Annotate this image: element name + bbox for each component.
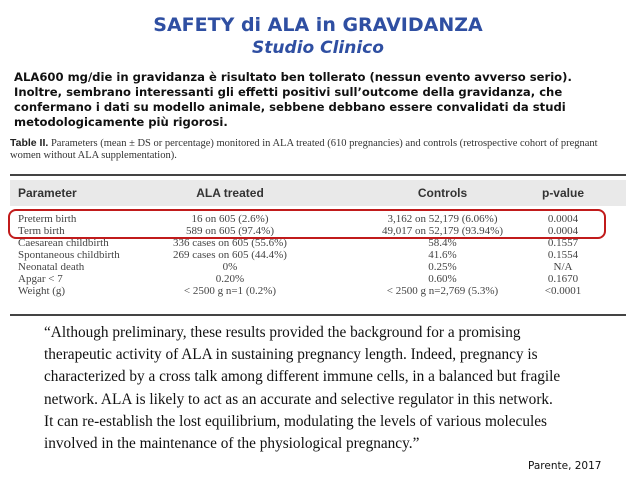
table-cell: 0.0004 [547,225,579,237]
slide-title-line1: SAFETY di ALA in GRAVIDANZA [153,14,483,36]
table-cell: 49,017 on 52,179 (93.94%) [382,225,503,237]
table-cell: 0.25% [428,261,457,273]
table-cell: 3,162 on 52,179 (6.06%) [387,213,498,225]
table-cell: < 2500 g n=2,769 (5.3%) [386,285,499,297]
table-cell: <0.0001 [544,285,582,297]
table-header-controls: Controls [417,186,468,200]
table-cell: 0.1554 [547,249,579,261]
table-cell: Preterm birth [18,213,77,225]
table-header-parameter: Parameter [18,186,77,200]
table-cell: Neonatal death [18,261,85,273]
table-label: Table II. [10,137,49,149]
table-cell: 58.4% [428,237,457,249]
table-header-p-value: p-value [541,186,584,200]
table-cell: Caesarean childbirth [18,237,109,249]
table-cell: 269 cases on 605 (44.4%) [173,249,287,261]
table-cell: Weight (g) [18,285,66,297]
table-cell: 0% [222,261,238,273]
table-caption [10,137,630,162]
quote-text: “Although preliminary, these results provided the background for a promising therapeutic activity of ALA in sustaining pregnancy length. Indeed, pregnancy is characterized by a cross talk among different immune cells, in a balanced but fragile network. ALA is likely to act as an accurate and selective regulator in this network. It can re-establish the lost equilibrium, modulating the levels of various molecules involved in the maintenance of the physiological pregnancy.” [44,324,561,453]
intro-text: ALA600 mg/die in gravidanza è risultato ben tollerato (nessun evento avverso serio). Inoltre, sembrano interessanti gli effetti positivi sull’outcome della gravidanza, che confermano i dati su modello animale, sebbene debbano essere convalidati da studi metodologicamente più rigorosi. [14,70,572,129]
table-cell: 16 on 605 (2.6%) [191,213,269,225]
citation: Parente, 2017 [528,460,602,472]
table-caption-text: Parameters (mean ± DS or percentage) monitored in ALA treated (610 pregnancies) and controls (retrospective cohort of pregnant women without ALA supplementation). [10,138,598,161]
table-cell: Spontaneous childbirth [18,249,120,261]
table-cell: 0.60% [428,273,457,285]
table-cell: 589 on 605 (97.4%) [186,225,274,237]
table-cell: Term birth [18,225,65,237]
table-row [10,261,626,273]
table-cell: 41.6% [428,249,457,261]
slide-title [0,14,636,58]
table-cell: 0.1557 [547,237,579,249]
table-bottom-rule [10,314,626,316]
table-top-rule [10,174,626,176]
table-cell: 0.20% [215,273,245,285]
table-header-ala-treated: ALA treated [196,186,264,200]
table-cell: 0.0004 [547,213,579,225]
table-cell: N/A [553,261,573,273]
table-cell: 0.1670 [547,273,579,285]
table-cell: Apgar < 7 [18,273,63,285]
table-cell: 336 cases on 605 (55.6%) [173,237,287,249]
highlight-box [8,209,606,239]
table-row [10,249,626,261]
table-row [10,285,626,297]
table-cell: < 2500 g n=1 (0.2%) [183,285,277,297]
slide-title-line2: Studio Clinico [252,38,384,58]
table-row [10,273,626,285]
